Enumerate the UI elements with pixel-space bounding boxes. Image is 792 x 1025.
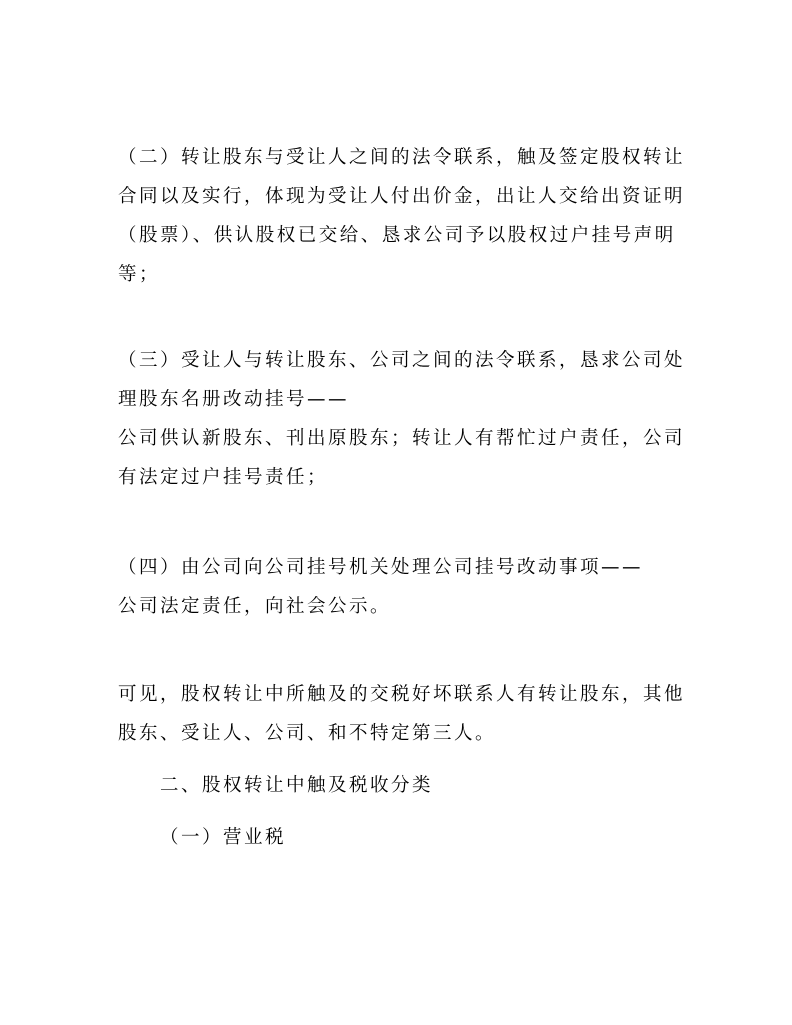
paragraph-transferor-transferee <box>118 138 686 294</box>
text-line: 合同以及实行，体现为受让人付出价金，出让人交给出资证明 <box>118 186 686 207</box>
text-line: （四）由公司向公司挂号机关处理公司挂号改动事项—— <box>118 557 644 578</box>
paragraph-transferee-company <box>118 341 686 497</box>
text-line: 理股东名册改动挂号—— <box>118 389 350 410</box>
subsection-heading: （一）营业税 <box>160 827 287 848</box>
text-line: 公司供认新股东、刊出原股东；转让人有帮忙过户责任，公司 <box>118 428 686 449</box>
text-line: 等； <box>118 264 161 285</box>
text-line: （二）转让股东与受让人之间的法令联系，触及签定股权转让 <box>118 147 686 168</box>
section-heading: 二、股权转让中触及税收分类 <box>160 775 434 796</box>
text-line: （股票）、供认股权已交给、恳求公司予以股权过户挂号声明 <box>118 225 676 246</box>
text-line: 有法定过户挂号责任； <box>118 467 329 488</box>
text-line: 公司法定责任，向社会公示。 <box>118 596 392 617</box>
paragraph-company-registration <box>118 548 680 626</box>
text-line: 股东、受让人、公司、和不特定第三人。 <box>118 723 497 744</box>
text-line: 可见，股权转让中所触及的交税好坏联系人有转让股东，其他 <box>118 684 686 705</box>
paragraph-conclusion <box>118 675 686 753</box>
text-line: （三）受让人与转让股东、公司之间的法令联系，恳求公司处 <box>118 350 686 371</box>
